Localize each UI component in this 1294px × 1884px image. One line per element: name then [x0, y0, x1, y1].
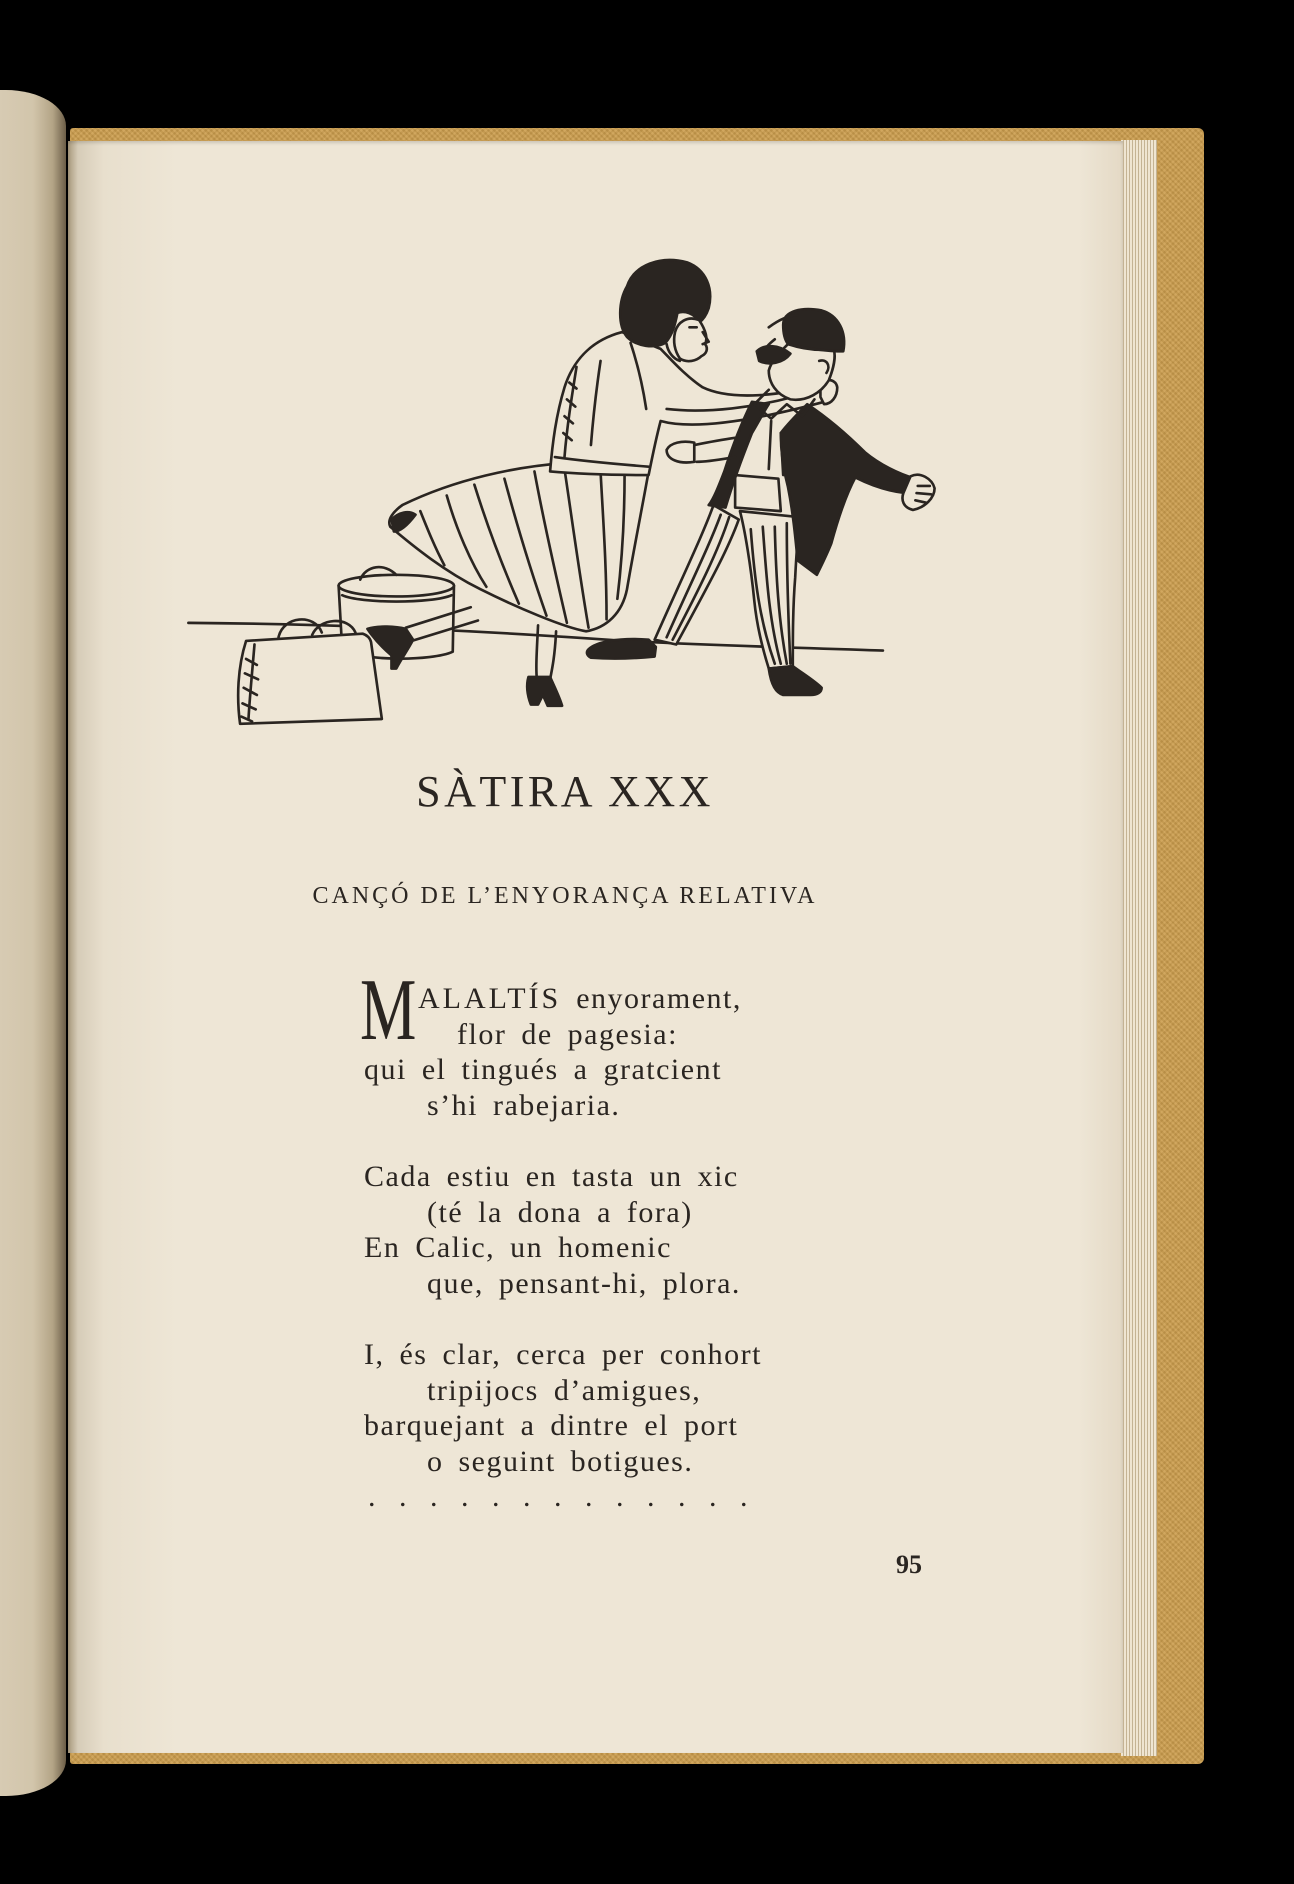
poem-line: En Calic, un homenic [364, 1231, 672, 1265]
poem-line: I, és clar, cerca per conhort [364, 1337, 762, 1371]
page-number: 95 [896, 1550, 922, 1579]
illustration [186, 255, 943, 730]
stanza-break [364, 1123, 904, 1159]
poem-line: (té la dona a fora) [427, 1195, 693, 1229]
poem-line: que, pensant-hi, plora. [427, 1266, 741, 1300]
first-line-rest: enyorament, [576, 982, 742, 1015]
left-page [0, 90, 66, 1796]
page-edges [1121, 140, 1157, 1756]
drop-cap: M [360, 962, 418, 1059]
suitcase [238, 619, 382, 723]
poem-line: flor de pagesia: [457, 1017, 678, 1051]
poem-line: qui el tingués a gratcient [364, 1053, 722, 1087]
poem-line: barquejant a dintre el port [364, 1409, 739, 1443]
poem-subtitle: CANÇÓ DE L’ENYORANÇA RELATIVA [312, 883, 818, 909]
poem-line: o seguint botigues. [427, 1444, 694, 1478]
poem [360, 962, 904, 1515]
poem-line [418, 981, 904, 1017]
poem-line: Cada estiu en tasta un xic [364, 1159, 739, 1193]
small-caps-opening: ALALTÍS [418, 982, 562, 1015]
stanza-break [364, 1301, 904, 1337]
page-title: SÀTIRA XXX [416, 767, 714, 816]
poem-line: s’hi rabejaria. [427, 1088, 621, 1122]
ellipsis-line: . . . . . . . . . . . . . [368, 1480, 749, 1514]
poem-line: tripijocs d’amigues, [427, 1373, 702, 1407]
